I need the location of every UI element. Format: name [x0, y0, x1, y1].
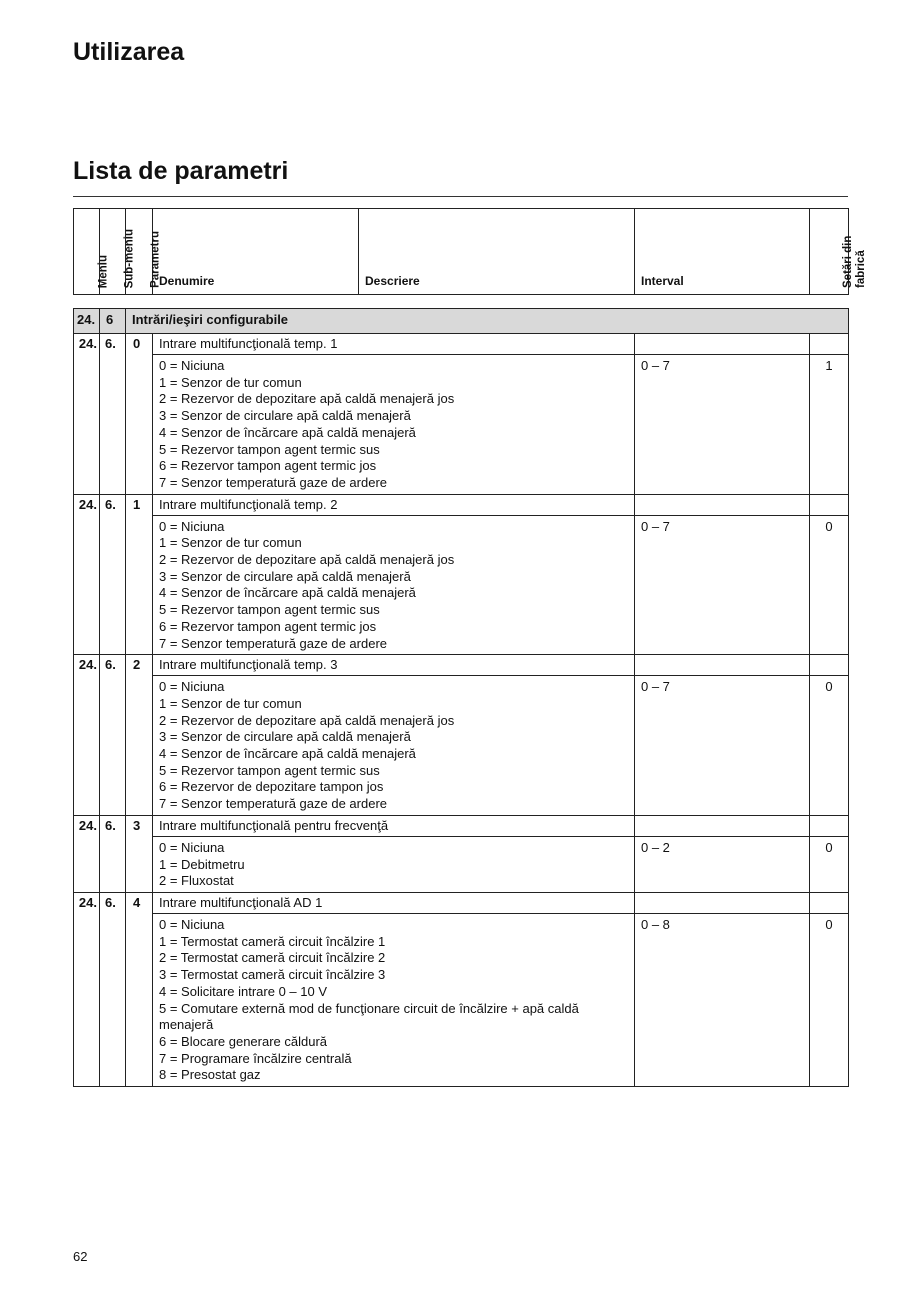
param-name: Intrare multifuncţională temp. 1	[153, 334, 635, 355]
option-item: 2 = Rezervor de depozitare apă caldă menajeră jos	[159, 552, 455, 568]
param-detail-row	[74, 355, 849, 495]
header-denumire: Denumire	[153, 209, 359, 295]
param-menu: 24.	[74, 892, 100, 1086]
option-item: 0 = Niciuna	[159, 916, 225, 932]
option-item: 4 = Senzor de încărcare apă caldă menajeră	[159, 585, 416, 601]
param-interval: 0 – 7	[635, 515, 810, 655]
param-menu: 24.	[74, 655, 100, 816]
param-number: 0	[126, 334, 153, 495]
option-item: 0 = Niciuna	[159, 839, 225, 855]
param-interval: 0 – 7	[635, 676, 810, 816]
param-interval: 0 – 8	[635, 913, 810, 1086]
param-row	[74, 815, 849, 836]
param-options	[153, 913, 635, 1086]
param-detail-row	[74, 676, 849, 816]
option-item: 2 = Rezervor de depozitare apă caldă menajeră jos	[159, 712, 455, 728]
group-title: Intrări/ieşiri configurabile	[126, 309, 849, 334]
param-name: Intrare multifuncţională temp. 3	[153, 655, 635, 676]
option-item: 2 = Fluxostat	[159, 873, 234, 889]
param-options	[153, 515, 635, 655]
param-name: Intrare multifuncţională pentru frecvenţă	[153, 815, 635, 836]
page-number: 62	[73, 1249, 88, 1264]
option-item: 8 = Presostat gaz	[159, 1067, 261, 1083]
header-submeniu: Sub-meniu	[100, 209, 126, 295]
param-number: 4	[126, 892, 153, 1086]
header-parametru: Parametru	[126, 209, 153, 295]
group-menu: 24.	[74, 309, 100, 334]
param-row	[74, 494, 849, 515]
param-row	[74, 334, 849, 355]
option-item: 3 = Termostat cameră circuit încălzire 3	[159, 967, 386, 983]
param-number: 1	[126, 494, 153, 655]
option-item: 0 = Niciuna	[159, 679, 225, 695]
param-interval: 0 – 2	[635, 836, 810, 892]
option-item: 1 = Senzor de tur comun	[159, 695, 302, 711]
title-divider	[73, 196, 848, 197]
section-title: Lista de parametri	[73, 157, 289, 185]
parameter-table	[73, 308, 849, 1087]
param-number: 2	[126, 655, 153, 816]
param-name-factory-blank	[810, 892, 849, 913]
param-menu: 24.	[74, 494, 100, 655]
option-item: 7 = Senzor temperatură gaze de ardere	[159, 796, 388, 812]
param-number: 3	[126, 815, 153, 892]
page-title: Utilizarea	[73, 38, 185, 66]
param-name-interval-blank	[635, 892, 810, 913]
option-item: 1 = Senzor de tur comun	[159, 374, 302, 390]
param-detail-row	[74, 515, 849, 655]
param-submenu: 6.	[100, 494, 126, 655]
param-detail-row	[74, 836, 849, 892]
option-item: 0 = Niciuna	[159, 358, 225, 373]
param-menu: 24.	[74, 815, 100, 892]
param-factory-setting: 0	[810, 836, 849, 892]
param-options	[153, 676, 635, 816]
param-row	[74, 655, 849, 676]
group-sub: 6	[100, 309, 126, 334]
param-submenu: 6.	[100, 655, 126, 816]
param-name-interval-blank	[635, 655, 810, 676]
option-item: 6 = Rezervor de depozitare tampon jos	[159, 779, 384, 795]
param-factory-setting: 0	[810, 913, 849, 1086]
option-item: 6 = Rezervor tampon agent termic jos	[159, 458, 377, 474]
option-item: 7 = Senzor temperatură gaze de ardere	[159, 474, 388, 490]
option-item: 3 = Senzor de circulare apă caldă menajeră	[159, 568, 411, 584]
param-factory-setting: 0	[810, 515, 849, 655]
param-menu: 24.	[74, 334, 100, 495]
option-item: 4 = Senzor de încărcare apă caldă menajeră	[159, 746, 416, 762]
header-meniu: Meniu	[74, 209, 100, 295]
param-name-factory-blank	[810, 815, 849, 836]
param-options	[153, 836, 635, 892]
param-submenu: 6.	[100, 815, 126, 892]
param-name: Intrare multifuncţională AD 1	[153, 892, 635, 913]
option-item: 6 = Blocare generare căldură	[159, 1033, 328, 1049]
option-item: 1 = Senzor de tur comun	[159, 535, 302, 551]
header-interval: Interval	[635, 209, 810, 295]
param-name-interval-blank	[635, 815, 810, 836]
param-options	[153, 355, 635, 495]
option-item: 1 = Termostat cameră circuit încălzire 1	[159, 933, 386, 949]
group-row	[74, 309, 849, 334]
param-factory-setting: 0	[810, 676, 849, 816]
option-item: 2 = Rezervor de depozitare apă caldă menajeră jos	[159, 391, 455, 407]
param-factory-setting: 1	[810, 355, 849, 495]
param-interval: 0 – 7	[635, 355, 810, 495]
option-item: 4 = Senzor de încărcare apă caldă menajeră	[159, 424, 416, 440]
option-item: 0 = Niciuna	[159, 518, 225, 534]
param-detail-row	[74, 913, 849, 1086]
column-header-table	[73, 208, 867, 295]
header-descriere: Descriere	[359, 209, 635, 295]
param-name-factory-blank	[810, 655, 849, 676]
option-item: 3 = Senzor de circulare apă caldă menajeră	[159, 729, 411, 745]
param-name-factory-blank	[810, 494, 849, 515]
option-item: 1 = Debitmetru	[159, 856, 245, 872]
param-name-interval-blank	[635, 334, 810, 355]
param-name-factory-blank	[810, 334, 849, 355]
header-setari: Setări din fabrică	[810, 209, 849, 295]
option-item: 3 = Senzor de circulare apă caldă menajeră	[159, 408, 411, 424]
param-name: Intrare multifuncţională temp. 2	[153, 494, 635, 515]
option-item: 5 = Rezervor tampon agent termic sus	[159, 602, 380, 618]
option-item: 2 = Termostat cameră circuit încălzire 2	[159, 950, 386, 966]
param-submenu: 6.	[100, 334, 126, 495]
option-item: 7 = Programare încălzire centrală	[159, 1050, 352, 1066]
param-name-interval-blank	[635, 494, 810, 515]
option-item: 5 = Rezervor tampon agent termic sus	[159, 762, 380, 778]
option-item: 7 = Senzor temperatură gaze de ardere	[159, 635, 388, 651]
option-item: 4 = Solicitare intrare 0 – 10 V	[159, 983, 328, 999]
option-item: 6 = Rezervor tampon agent termic jos	[159, 618, 377, 634]
param-submenu: 6.	[100, 892, 126, 1086]
option-item: 5 = Comutare externă mod de funcţionare circuit de încălzire + apă caldă menajeră	[159, 1000, 579, 1033]
option-item: 5 = Rezervor tampon agent termic sus	[159, 441, 380, 457]
param-row	[74, 892, 849, 913]
